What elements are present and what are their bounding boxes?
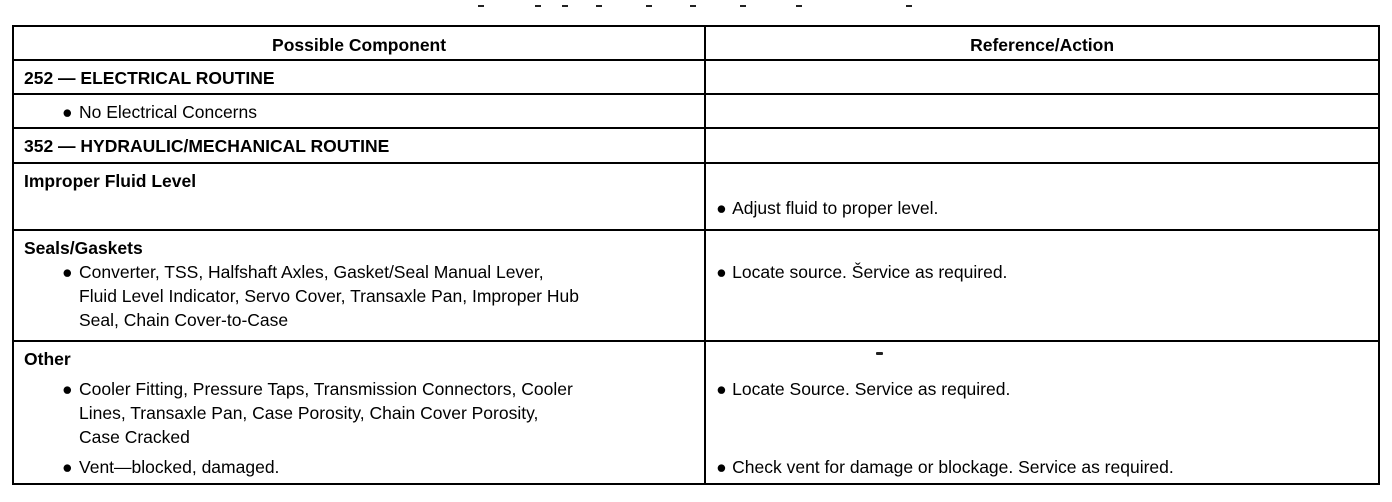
header-possible-component: Possible Component <box>13 26 705 60</box>
list-item <box>24 100 694 124</box>
list-item <box>716 377 1368 401</box>
hydraulic-routine-title: 352 — HYDRAULIC/MECHANICAL ROUTINE <box>24 136 390 156</box>
bullet-icon: ● <box>716 262 727 282</box>
seals-item-line-1: Converter, TSS, Halfshaft Axles, Gasket/Seal Manual Lever, <box>79 262 544 282</box>
bullet-icon: ● <box>716 379 727 399</box>
list-item <box>716 260 1368 284</box>
list-item <box>24 455 694 479</box>
list-item <box>716 455 1368 479</box>
row-electrical-routine <box>13 60 1379 94</box>
top-scan-marks <box>0 0 1392 20</box>
bullet-icon: ● <box>716 198 727 218</box>
bullet-icon: ● <box>716 457 727 477</box>
row-seals-gaskets <box>13 230 1379 341</box>
seals-action: Locate source. Šervice as required. <box>732 262 1008 282</box>
other-action1: Locate Source. Service as required. <box>732 379 1011 399</box>
row-hydraulic-routine <box>13 128 1379 163</box>
seals-item-line-2: Fluid Level Indicator, Servo Cover, Transaxle Pan, Improper Hub <box>79 286 579 306</box>
row-fluid-level <box>13 163 1379 230</box>
seals-gaskets-title: Seals/Gaskets <box>24 238 143 258</box>
row-no-electrical <box>13 94 1379 128</box>
bullet-icon: ● <box>62 379 73 399</box>
bullet-icon: ● <box>62 102 73 122</box>
bullet-icon: ● <box>62 262 73 282</box>
seals-item-line-3: Seal, Chain Cover-to-Case <box>79 310 289 330</box>
other-item2: Vent—blocked, damaged. <box>79 457 280 477</box>
header-reference-action: Reference/Action <box>705 26 1379 60</box>
list-item <box>24 260 694 332</box>
list-item <box>716 196 1368 220</box>
other-action2: Check vent for damage or blockage. Service as required. <box>732 457 1174 477</box>
header-row <box>13 26 1379 60</box>
fluid-level-action: Adjust fluid to proper level. <box>732 198 939 218</box>
list-item <box>24 377 694 449</box>
bullet-icon: ● <box>62 457 73 477</box>
other-item1-line-3: Case Cracked <box>79 427 190 447</box>
other-title: Other <box>24 349 71 369</box>
diagnostic-table <box>12 25 1380 485</box>
scan-artifact-mark <box>876 352 883 355</box>
fluid-level-title: Improper Fluid Level <box>24 171 197 191</box>
row-other <box>13 341 1379 484</box>
electrical-routine-title: 252 — ELECTRICAL ROUTINE <box>24 68 275 88</box>
no-electrical-item: No Electrical Concerns <box>79 102 257 122</box>
other-item1-line-2: Lines, Transaxle Pan, Case Porosity, Chain Cover Porosity, <box>79 403 539 423</box>
other-item1-line-1: Cooler Fitting, Pressure Taps, Transmission Connectors, Cooler <box>79 379 573 399</box>
